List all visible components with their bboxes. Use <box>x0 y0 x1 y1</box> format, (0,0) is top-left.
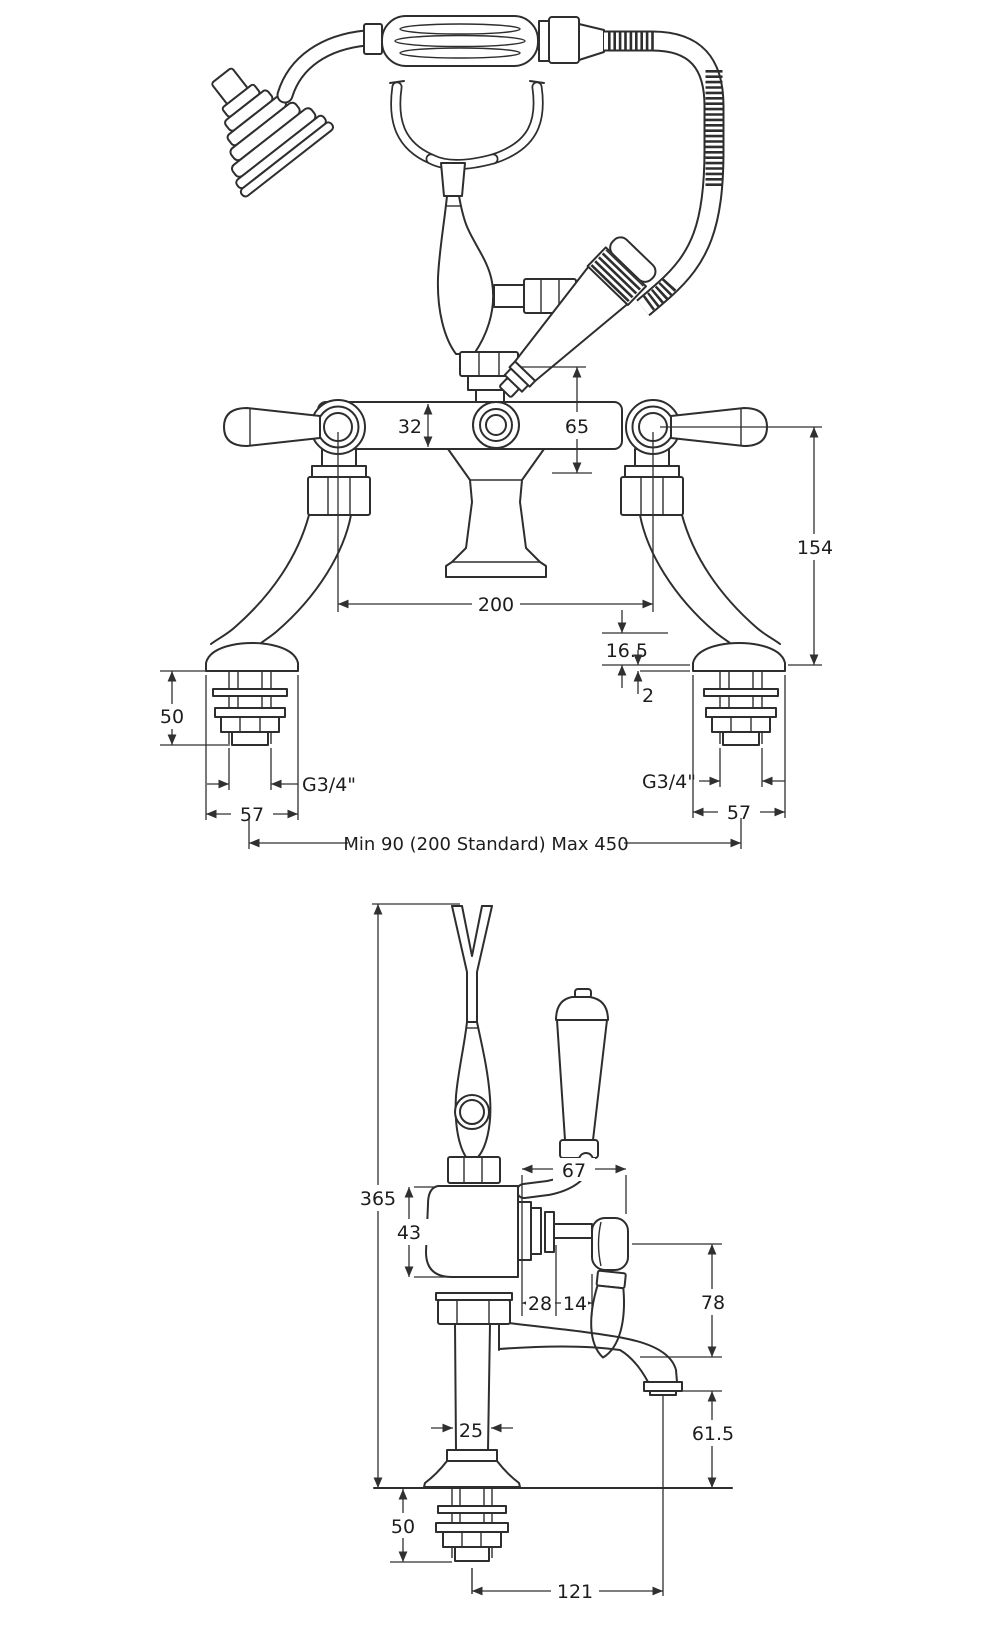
dim-flange-left: 57 <box>239 804 265 826</box>
dim-centre-to-base: 65 <box>564 416 590 438</box>
dim-shank-left: 50 <box>159 706 185 728</box>
dim-thread-right: G3/4" <box>641 771 696 793</box>
dim-shank-side: 50 <box>390 1516 416 1538</box>
handset-grip <box>382 16 604 66</box>
front-view <box>154 16 838 855</box>
diverter-lever <box>587 1270 628 1359</box>
hose-connector <box>485 233 660 411</box>
dim-centres-range: Min 90 (200 Standard) Max 450 <box>343 834 629 855</box>
cradle-fork-side <box>448 906 500 1183</box>
side-dimensions <box>354 904 740 1604</box>
handset-cradle <box>390 81 544 196</box>
dim-bar-height: 32 <box>397 416 422 438</box>
diverter-knob <box>592 1218 628 1270</box>
side-view <box>354 904 740 1604</box>
dim-outlet-clearance: 61.5 <box>691 1423 735 1445</box>
dim-centre-to-deck: 154 <box>796 537 834 559</box>
dim-flange-right: 57 <box>726 802 752 824</box>
dim-body-height: 43 <box>396 1222 422 1244</box>
column-and-base <box>374 1293 735 1594</box>
dim-thread-left: G3/4" <box>302 774 357 796</box>
dim-column-width: 25 <box>458 1420 484 1442</box>
dim-handle-depth: 67 <box>561 1160 587 1182</box>
dim-spout-drop: 78 <box>700 1292 726 1314</box>
grip-joint <box>364 24 382 54</box>
dim-spout-reach: 121 <box>556 1581 594 1603</box>
dim-offset-outer: 14 <box>562 1293 588 1315</box>
dim-valve-centres: 200 <box>477 594 515 616</box>
dim-offset-inner: 28 <box>527 1293 553 1315</box>
centre-outlet <box>446 449 546 577</box>
dim-base-height: 16.5 <box>605 640 648 662</box>
leg-left <box>206 515 351 745</box>
dim-washer: 2 <box>642 685 655 707</box>
dim-overall-height: 365 <box>359 1188 397 1210</box>
